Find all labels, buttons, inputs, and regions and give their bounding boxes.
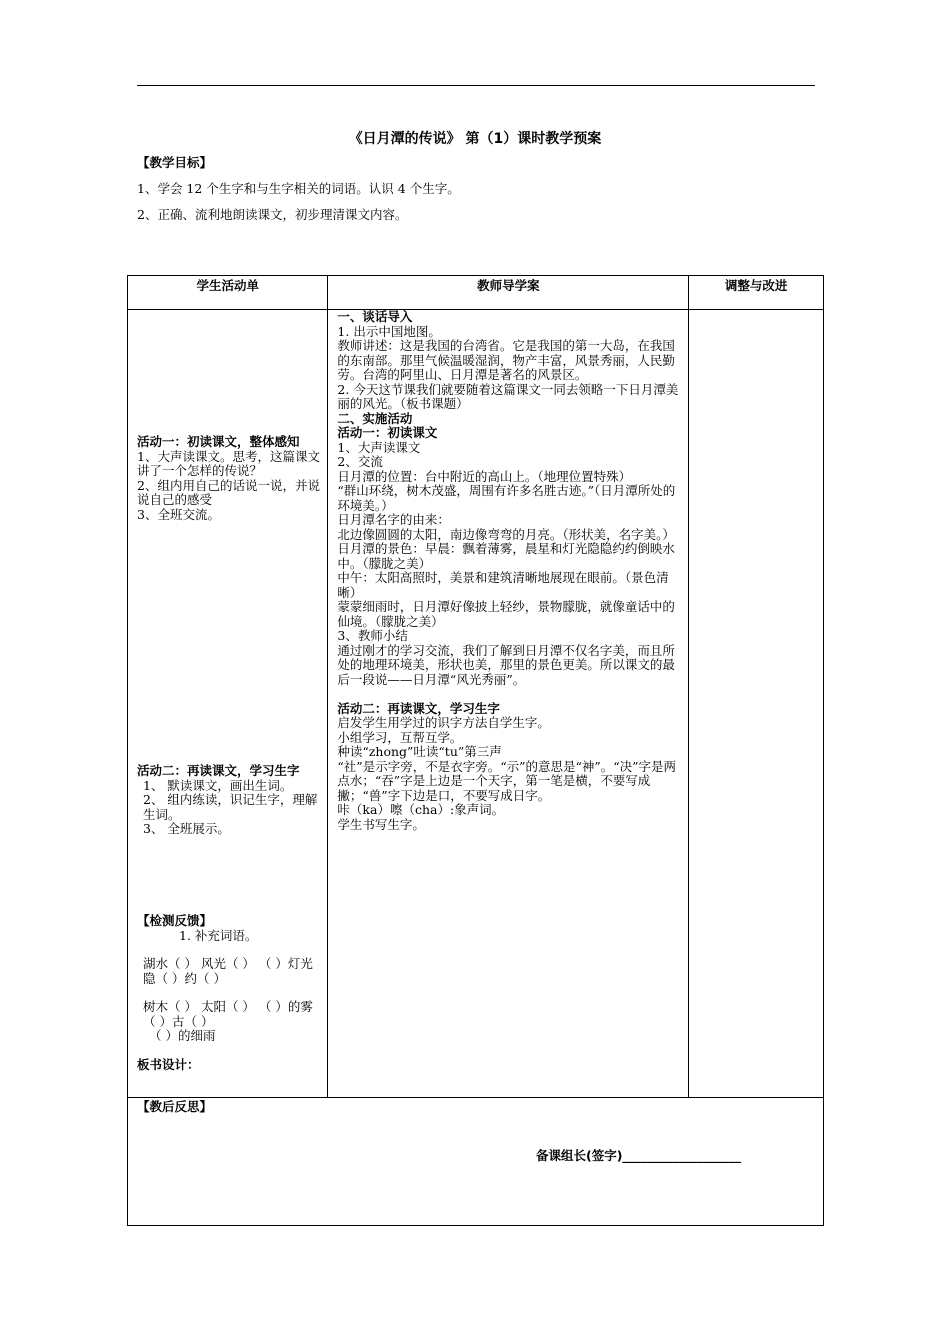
student-act2-line: 2、 组内练读，识记生字，理解生词。 — [143, 792, 318, 822]
teacher-guide-cell — [328, 310, 689, 1098]
reflection-row — [128, 1098, 824, 1226]
teacher-line: 活动一：初读课文 — [337, 425, 438, 440]
header-adjust: 调整与改进 — [689, 276, 824, 310]
teacher-line: 1、大声读课文 — [337, 439, 421, 455]
teacher-line: 咔（ka）嚓（cha）:象声词。 — [337, 802, 505, 817]
teacher-line: 一、谈话导入 — [337, 309, 413, 324]
teacher-line: 1. 出示中国地图。 — [337, 323, 441, 339]
student-act1-line: 3、全班交流。 — [137, 506, 220, 522]
teacher-line: 通过刚才的学习交流，我们了解到日月潭不仅名字美，而且所处的地理环境美，形状也美，那里的景色更美。所以课文的最后一段说——日月潭“风光秀丽”。 — [337, 642, 675, 687]
header-student: 学生活动单 — [128, 276, 328, 310]
header-teacher: 教师导学案 — [328, 276, 689, 310]
student-act2-line: 1、 默读课文，画出生词。 — [143, 777, 293, 793]
feedback-line: 树木（ ） 太阳（ ） （ ）的雾 （ ）古（ ） — [143, 999, 313, 1029]
feedback-title: 【检测反馈】 — [137, 913, 213, 928]
board-design-title: 板书设计： — [137, 1056, 200, 1072]
student-act1-line: 1、大声读课文。思考，这篇课文讲了一个怎样的传说？ — [137, 448, 320, 478]
teacher-line: 中午：太阳高照时，美景和建筑清晰地展现在眼前。（景色清晰） — [337, 570, 669, 600]
table-header-row — [128, 276, 824, 310]
teacher-line: 2. 今天这节课我们就要随着这篇课文一同去领略一下日月潭美丽的风光。（板书课题） — [337, 381, 679, 411]
feedback-line: （ ）的细雨 — [149, 1028, 216, 1043]
goal-item: 1、学会 12 个生字和与生字相关的词语。认识 4 个生字。 — [137, 181, 460, 196]
teacher-line: 小组学习，互帮互学。 — [337, 729, 463, 745]
feedback-line: 1. 补充词语。 — [179, 927, 258, 943]
teacher-line: 教师讲述：这是我国的台湾省。它是我国的第一大岛，在我国的东南部。那里气候温暖湿润，物产丰富，风景秀丽，人民勤劳。台湾的阿里山、日月潭是著名的风景区。 — [337, 338, 675, 382]
teacher-line: 二、实施活动 — [337, 410, 413, 426]
signature-line: 备课组长(签字)___________________ — [536, 1148, 742, 1163]
goals-heading: 【教学目标】 — [137, 155, 213, 170]
teacher-line: 活动二：再读课文，学习生字 — [337, 700, 500, 716]
table-body-row — [128, 310, 824, 1098]
adjustment-cell — [689, 310, 824, 1098]
reflection-cell — [128, 1098, 824, 1226]
student-act1-line: 2、组内用自己的话说一说，并说说自己的感受 — [137, 477, 320, 507]
teacher-line: 日月潭的景色：早晨：飘着薄雾，晨星和灯光隐隐约约倒映水中。（朦胧之美） — [337, 541, 675, 571]
feedback-line: 湖水（ ） 风光（ ） （ ）灯光 隐（ ）约（ ） — [143, 956, 313, 986]
lesson-table — [127, 275, 824, 1226]
teacher-line: 日月潭的位置：台中附近的高山上。（地理位置特殊） — [337, 468, 632, 484]
teacher-line: 3、教师小结 — [337, 628, 408, 643]
teacher-line: 日月潭名字的由来： — [337, 512, 450, 527]
teacher-line: 种读“zhong”吐读“tu”第三声 — [337, 744, 502, 759]
teacher-line: 启发学生用学过的识字方法自学生字。 — [337, 715, 550, 730]
student-act1-title: 活动一：初读课文，整体感知 — [137, 434, 300, 449]
teacher-line: 2、交流 — [337, 454, 383, 469]
teacher-line: 北边像圆圆的太阳，南边像弯弯的月亮。（形状美，名字美。） — [337, 526, 675, 542]
top-rule — [137, 85, 815, 86]
student-act2-title: 活动二：再读课文，学习生字 — [137, 763, 300, 778]
teacher-line: “社”是示字旁，不是衣字旁。“示”的意思是“神”。“决”字是两点水；“吞”字是上边是一个天字，第一笔是横，不要写成撇；“兽”字下边是口，不要写成日字。 — [337, 758, 677, 803]
teacher-line: 学生书写生字。 — [337, 816, 425, 832]
teacher-line: 蒙蒙细雨时，日月潭好像披上轻纱，景物朦胧，就像童话中的仙境。（朦胧之美） — [337, 599, 675, 629]
student-activity-cell — [128, 310, 328, 1098]
reflection-title: 【教后反思】 — [137, 1099, 213, 1114]
student-act2-line: 3、 全班展示。 — [143, 821, 230, 836]
teacher-line: “群山环绕，树木茂盛，周围有许多名胜古迹。”（日月潭所处的环境美。） — [337, 483, 676, 513]
goal-item: 2、正确、流利地朗读课文，初步理清课文内容。 — [137, 207, 408, 222]
teacher-line — [337, 687, 683, 702]
page-title: 《日月潭的传说》 第（1）课时教学预案 — [348, 131, 602, 147]
